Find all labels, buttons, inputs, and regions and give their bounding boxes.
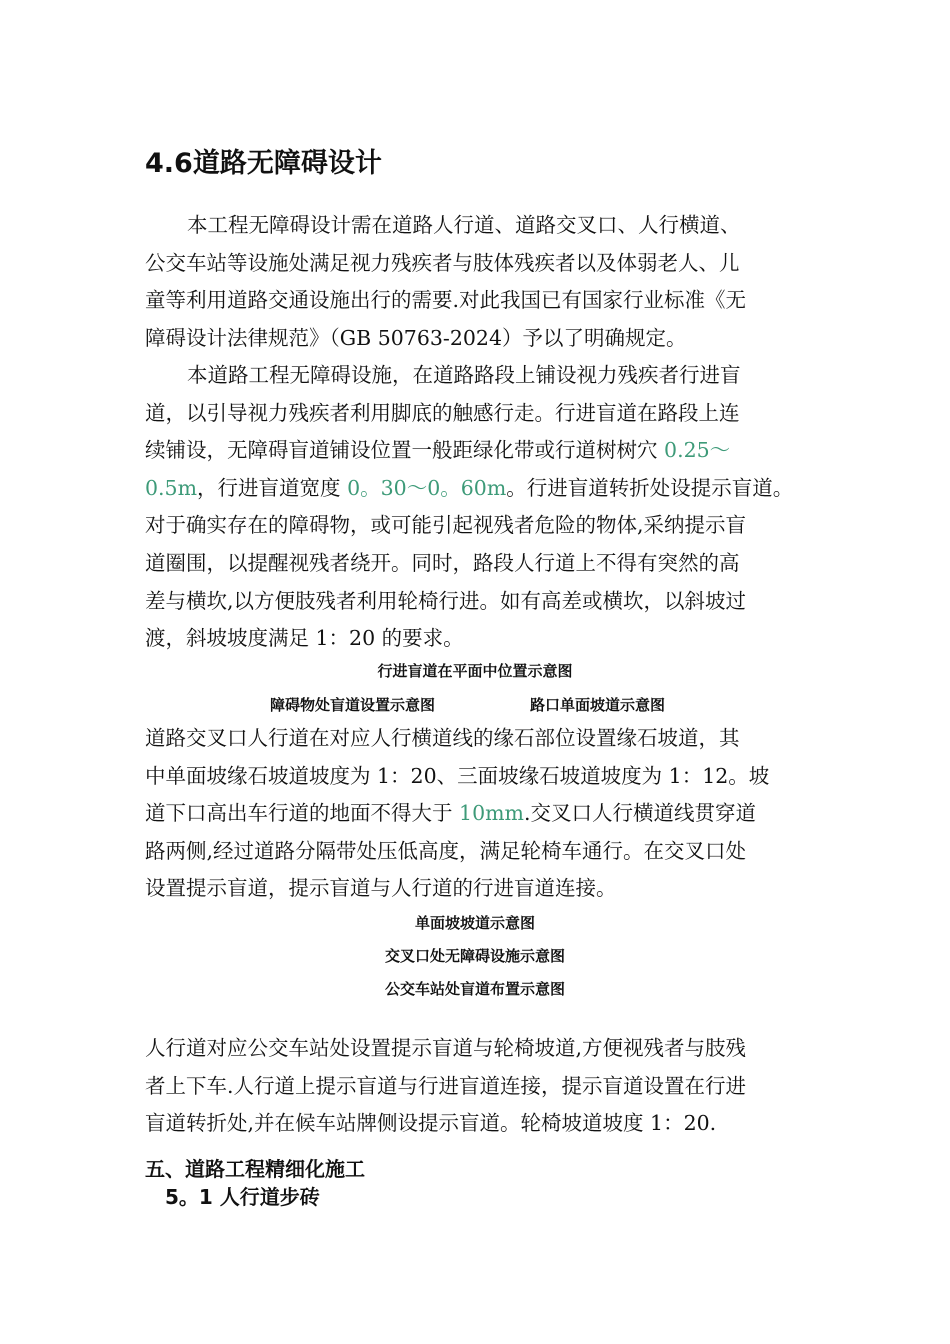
subsection-title: 5。1 人行道步砖 [165,1185,320,1209]
paragraph-line: 道，以引导视力残疾者利用脚底的触感行走。行进盲道在路段上连 [145,400,740,425]
paragraph-line: 本道路工程无障碍设施，在道路路段上铺设视力残疾者行进盲 [187,363,741,387]
highlight-value: 0。30～0。60m [347,475,507,500]
figure-caption: 障碍物处盲道设置示意图 [270,696,436,714]
paragraph-line: 盲道转折处,并在候车站牌侧设提示盲道。轮椅坡道坡度 1：20. [145,1111,717,1136]
paragraph-line: 中单面坡缘石坡道坡度为 1：20、三面坡缘石坡道坡度为 1：12。坡 [145,763,770,788]
highlight-value: 0.5m [145,475,198,500]
paragraph-line [145,432,815,470]
paragraph-bus-stop [145,1030,815,1143]
text-run: 续铺设，无障碍盲道铺设位置一般距绿化带或行道树树穴 [145,438,658,463]
text-run: 道下口高出车行道的地面不得大于 [145,801,453,826]
paragraph-line [145,470,815,508]
paragraph-line [145,795,815,833]
figure-caption: 单面坡坡道示意图 [414,914,535,932]
paragraph-line: 差与横坎,以方便肢残者利用轮椅行进。如有高差或横坎，以斜坡过 [145,588,747,613]
text-run: .交叉口人行横道线贯穿道 [524,801,757,826]
paragraph-line: 本工程无障碍设计需在道路人行道、道路交叉口、人行横道、 [187,213,741,237]
paragraph-intersection [145,720,815,908]
paragraph-line: 渡，斜坡坡度满足 1：20 的要求。 [145,626,464,651]
paragraph-line: 路两侧,经过道路分隔带处压低高度，满足轮椅车通行。在交叉口处 [145,838,747,863]
paragraph-line: 童等利用道路交通设施出行的需要.对此我国已有国家行业标准《无 [145,288,747,313]
paragraph-line: 障碍设计法律规范》（GB 50763-2024）予以了明确规定。 [145,325,687,350]
paragraph-line: 公交车站等设施处满足视力残疾者与肢体残疾者以及体弱老人、儿 [145,250,740,275]
figure-caption: 交叉口处无障碍设施示意图 [384,947,565,965]
figure-caption: 路口单面坡道示意图 [530,696,666,714]
paragraph-line: 道圈围，以提醒视残者绕开。同时，路段人行道上不得有突然的高 [145,550,740,575]
paragraph-intro [145,207,815,357]
text-run: ，行进盲道宽度 [197,475,341,500]
highlight-value: 0.25～ [664,438,731,463]
paragraph-line: 对于确实存在的障碍物，或可能引起视残者危险的物体,采纳提示盲 [145,513,747,538]
figure-caption: 行进盲道在平面中位置示意图 [377,662,573,680]
paragraph-line: 者上下车.人行道上提示盲道与行进盲道连接，提示盲道设置在行进 [145,1073,747,1098]
text-run: 。行进盲道转折处设提示盲道。 [506,475,794,500]
paragraph-line: 道路交叉口人行道在对应人行横道线的缘石部位设置缘石坡道，其 [145,726,740,750]
section-title: 4.6道路无障碍设计 [145,148,382,179]
chapter-title: 五、道路工程精细化施工 [145,1157,365,1181]
paragraph-line: 人行道对应公交车站处设置提示盲道与轮椅坡道,方便视残者与肢残 [145,1036,747,1060]
paragraph-tactile-paving [145,357,815,658]
figure-caption: 公交车站处盲道布置示意图 [384,980,565,998]
paragraph-line: 设置提示盲道，提示盲道与人行道的行进盲道连接。 [145,876,617,901]
highlight-value: 10mm [459,801,524,826]
